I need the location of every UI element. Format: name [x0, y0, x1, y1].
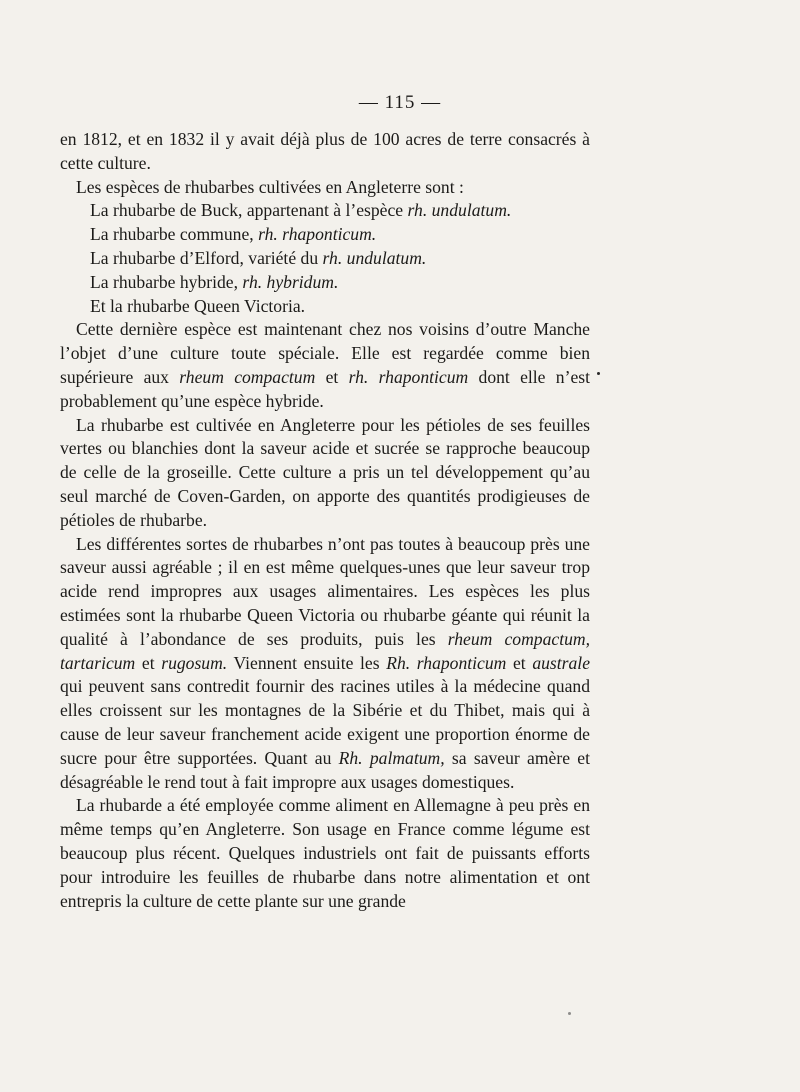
- italic-text: rh. hybridum.: [242, 271, 339, 292]
- text-run: La rhubarbe de Buck, appartenant à l’espèce: [90, 200, 408, 221]
- paragraph-p2: [60, 176, 590, 200]
- paragraph-p7: [60, 295, 590, 319]
- italic-text: rheum compactum: [179, 366, 316, 387]
- paragraph-p3: [60, 199, 590, 223]
- text-run: et: [135, 652, 162, 673]
- text-run: Viennent ensuite les: [227, 652, 387, 673]
- italic-text: rheum compactum, tartaricum: [60, 628, 591, 673]
- italic-text: australe: [532, 652, 590, 673]
- text-run: Cette dernière espèce est maintenant chez nos voisins d’outre Manche l’objet d’une culture toute spéciale. Elle est regardée comme bien supérieure aux: [60, 319, 590, 387]
- italic-text: Rh. rhaponticum: [386, 652, 507, 673]
- italic-text: rugosum.: [161, 652, 228, 673]
- italic-text: Rh. palmatum,: [338, 747, 445, 768]
- text-run: Les différentes sortes de rhubarbes n’ont pas toutes à beaucoup près une saveur aussi agréable ; il en est même quelques-unes que leur saveur trop acide rend impropres aux usages alimentaires. Les espèces les plus estimées sont la rhubarbe Queen Victoria ou rhubarbe géante qui réunit la qualité à l’abondance de ses produits, puis les: [60, 533, 590, 649]
- text-run: Les espèces de rhubarbes cultivées en Angleterre sont :: [76, 176, 464, 197]
- italic-text: rh. rhaponticum: [348, 366, 469, 387]
- ink-speck: [568, 1012, 571, 1015]
- ink-speck: [597, 372, 600, 375]
- text-run: sa saveur amère et désagréable le rend tout à fait impropre aux usages domestiques.: [60, 747, 590, 792]
- text-run: en 1812, et en 1832 il y avait déjà plus de 100 acres de terre consacrés à cette culture.: [60, 129, 590, 173]
- text-run: La rhubarde a été employée comme aliment en Allemagne à peu près en même temps qu’en Angleterre. Son usage en France comme légume est beaucoup plus récent. Quelques industriels ont fait de puissants efforts pour introduire les feuilles de rhubarbe dans notre alimentation et ont entrepris la culture de cette plante sur une grande: [60, 795, 590, 911]
- text-run: et: [506, 652, 533, 673]
- text-run: qui peuvent sans contredit fournir des racines utiles à la médecine quand elles croissent sur les montagnes de la Sibérie et du Thibet, mais qui à cause de leur saveur franchement acide exigent une proportion énorme de sucre pour être supportées. Quant au: [60, 676, 590, 768]
- paragraph-p9: [60, 414, 590, 533]
- text-run: Et la rhubarbe Queen Victoria.: [90, 295, 306, 316]
- text-run: La rhubarbe est cultivée en Angleterre pour les pétioles de ses feuilles vertes ou blanchies dont la saveur acide et sucrée se rapproche beaucoup de celle de la groseille. Cette culture a pris un tel développement qu’au seul marché de Coven-Garden, on apporte des quantités prodigieuses de pétioles de rhubarbe.: [60, 414, 590, 530]
- page-number: — 115 —: [358, 92, 442, 113]
- text-run: et: [315, 366, 349, 387]
- italic-text: rh. rhaponticum.: [258, 224, 377, 245]
- text-run: La rhubarbe commune,: [90, 224, 259, 245]
- paragraph-p5: [60, 247, 590, 271]
- paragraph-p6: [60, 271, 590, 295]
- paragraph-p11: [60, 794, 590, 913]
- italic-text: rh. undulatum.: [322, 247, 427, 268]
- paragraph-p8: [60, 318, 590, 413]
- paragraph-p10: [60, 533, 590, 795]
- body-text: [60, 128, 590, 913]
- paragraph-p4: [60, 223, 590, 247]
- text-run: La rhubarbe hybride,: [90, 271, 243, 292]
- italic-text: rh. undulatum.: [407, 200, 512, 221]
- text-run: dont elle n’est probablement qu’une espèce hybride.: [60, 366, 590, 411]
- paragraph-p1: [60, 128, 590, 176]
- text-run: La rhubarbe d’Elford, variété du: [90, 247, 323, 268]
